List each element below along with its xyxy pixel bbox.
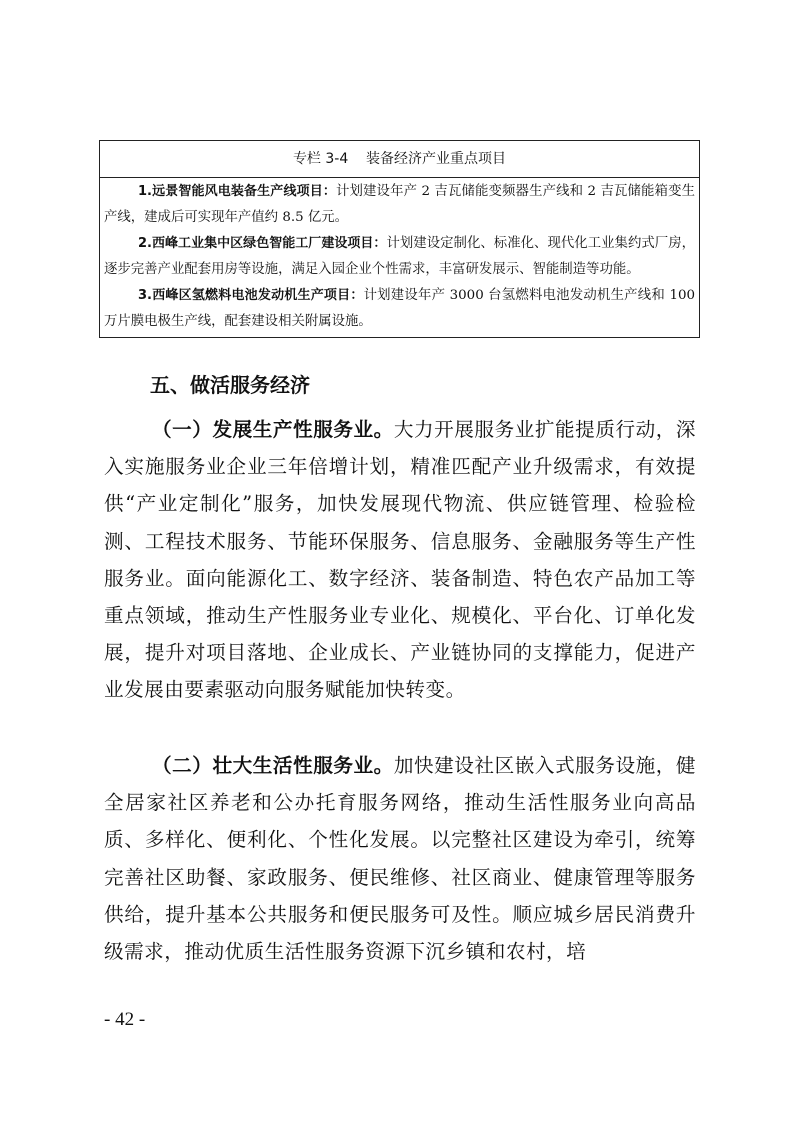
project-item-title: 1.远景智能风电装备生产线项目： [138,184,336,199]
project-item [104,283,695,335]
page-number: - 42 - [104,1009,146,1030]
project-item-text: 计划建设年产 3000 台氢燃料电池发动机生产线和 100 万片膜电极生产线，配套建设相关附属设施。 [104,288,696,329]
feature-box [99,140,700,338]
project-item-title: 3.西峰区氢燃料电池发动机生产项目： [138,288,364,303]
paragraph-lead: （二）壮大生活性服务业。 [152,754,394,777]
paragraph-text: 大力开展服务业扩能提质行动，深入实施服务业企业三年倍增计划，精准匹配产业升级需求，有效提供“产业定制化”服务，加快发展现代物流、供应链管理、检验检测、工程技术服务、节能环保服务、信息服务、金融服务等生产性服务业。面向能源化工、数字经济、装备制造、特色农产品加工等重点领域，推动生产性服务业专业化、规模化、平台化、订单化发展，提升对项目落地、企业成长、产业链协同的支撑能力，促进产业发展由要素驱动向服务赋能加快转变。 [104,418,697,702]
project-item-title: 2.西峰工业集中区绿色智能工厂建设项目： [138,236,387,251]
feature-box-body [100,178,699,337]
feature-box-title: 专栏 3-4 装备经济产业重点项目 [100,141,699,178]
body-paragraph [104,747,696,970]
paragraph-text: 加快建设社区嵌入式服务设施，健全居家社区养老和公办托育服务网络，推动生活性服务业向高品质、多样化、便利化、个性化发展。以完整社区建设为牵引，统筹完善社区助餐、家政服务、便民维修、社区商业、健康管理等服务供给，提升基本公共服务和便民服务可及性。顺应城乡居民消费升级需求，推动优质生活性服务资源下沉乡镇和农村，培 [104,754,697,964]
project-item [104,231,695,283]
section-heading: 五、做活服务经济 [150,373,310,397]
project-item [104,179,695,231]
project-item-text: 计划建设年产 2 吉瓦储能变频器生产线和 2 吉瓦储能箱变生产线，建成后可实现年产值约 8.5 亿元。 [104,184,695,225]
body-paragraph [104,411,696,709]
project-item-text: 计划建设定制化、标准化、现代化工业集约式厂房，逐步完善产业配套用房等设施，满足入园企业个性需求，丰富研发展示、智能制造等功能。 [104,236,696,277]
paragraph-lead: （一）发展生产性服务业。 [152,418,394,441]
